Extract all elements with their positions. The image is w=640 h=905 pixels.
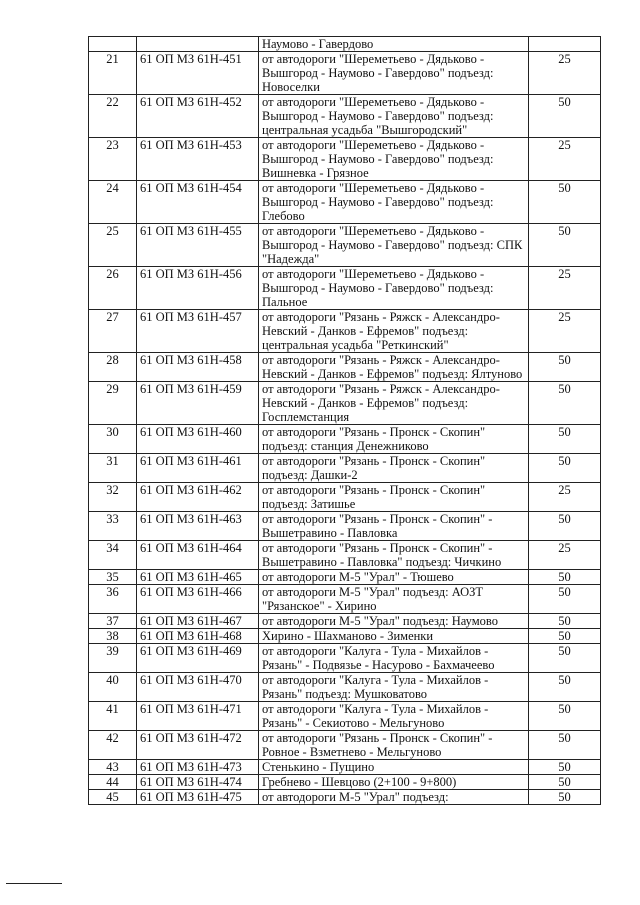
cell-desc: от автодороги "Рязань - Пронск - Скопин" - Ровное - Взметнево - Мельгуново (259, 731, 529, 760)
table-row (89, 181, 601, 224)
cell-desc: Гребнево - Шевцово (2+100 - 9+800) (259, 775, 529, 790)
cell-code: 61 ОП МЗ 61Н-454 (137, 181, 259, 224)
cell-code: 61 ОП МЗ 61Н-471 (137, 702, 259, 731)
cell-desc: от автодороги "Рязань - Пронск - Скопин" подъезд: Дашки-2 (259, 454, 529, 483)
table-row (89, 644, 601, 673)
cell-desc: от автодороги М-5 "Урал" подъезд: (259, 790, 529, 805)
cell-code: 61 ОП МЗ 61Н-465 (137, 570, 259, 585)
cell-num: 45 (89, 790, 137, 805)
cell-desc: от автодороги "Шереметьево - Дядьково - Вышгород - Наумово - Гавердово" подъезд: Глебово (259, 181, 529, 224)
cell-num: 25 (89, 224, 137, 267)
cell-length: 25 (529, 138, 601, 181)
cell-desc: от автодороги "Рязань - Пронск - Скопин" подъезд: Затишье (259, 483, 529, 512)
cell-desc: от автодороги "Калуга - Тула - Михайлов - Рязань" - Секиотово - Мельгуново (259, 702, 529, 731)
cell-code: 61 ОП МЗ 61Н-452 (137, 95, 259, 138)
cell-length: 25 (529, 52, 601, 95)
cell-length: 25 (529, 541, 601, 570)
cell-length: 50 (529, 702, 601, 731)
cell-num: 33 (89, 512, 137, 541)
cell-length: 25 (529, 483, 601, 512)
cell-code: 61 ОП МЗ 61Н-455 (137, 224, 259, 267)
table-row (89, 512, 601, 541)
cell-num: 42 (89, 731, 137, 760)
roads-table (88, 36, 601, 805)
table-row (89, 95, 601, 138)
table-row (89, 731, 601, 760)
cell-num: 26 (89, 267, 137, 310)
cell-num: 28 (89, 353, 137, 382)
cell-code (137, 37, 259, 52)
cell-length: 50 (529, 353, 601, 382)
cell-num: 38 (89, 629, 137, 644)
cell-desc: Хирино - Шахманово - Зименки (259, 629, 529, 644)
table-row (89, 382, 601, 425)
cell-code: 61 ОП МЗ 61Н-475 (137, 790, 259, 805)
table-row (89, 224, 601, 267)
cell-num: 27 (89, 310, 137, 353)
cell-num: 32 (89, 483, 137, 512)
cell-desc: Стенькино - Пущино (259, 760, 529, 775)
cell-code: 61 ОП МЗ 61Н-463 (137, 512, 259, 541)
cell-code: 61 ОП МЗ 61Н-457 (137, 310, 259, 353)
table-row-continuation (89, 37, 601, 52)
cell-num: 30 (89, 425, 137, 454)
cell-code: 61 ОП МЗ 61Н-458 (137, 353, 259, 382)
footnote-separator (6, 883, 62, 884)
cell-length: 50 (529, 775, 601, 790)
table-row (89, 790, 601, 805)
cell-length: 50 (529, 382, 601, 425)
table-row (89, 483, 601, 512)
cell-num: 43 (89, 760, 137, 775)
cell-code: 61 ОП МЗ 61Н-474 (137, 775, 259, 790)
table-row (89, 425, 601, 454)
cell-num: 22 (89, 95, 137, 138)
cell-num: 23 (89, 138, 137, 181)
cell-length: 25 (529, 310, 601, 353)
table-row (89, 629, 601, 644)
cell-num: 37 (89, 614, 137, 629)
cell-num: 36 (89, 585, 137, 614)
cell-length: 50 (529, 570, 601, 585)
cell-desc: от автодороги М-5 "Урал" подъезд: АОЗТ "Рязанское" - Хирино (259, 585, 529, 614)
cell-length: 50 (529, 454, 601, 483)
cell-code: 61 ОП МЗ 61Н-460 (137, 425, 259, 454)
cell-length: 50 (529, 425, 601, 454)
cell-desc: от автодороги "Шереметьево - Дядьково - Вышгород - Наумово - Гавердово" подъезд: Новоселки (259, 52, 529, 95)
table-row (89, 267, 601, 310)
cell-desc: от автодороги "Рязань - Ряжск - Александро-Невский - Данков - Ефремов" подъезд: центральная усадьба "Реткинский" (259, 310, 529, 353)
cell-code: 61 ОП МЗ 61Н-472 (137, 731, 259, 760)
cell-desc: Наумово - Гавердово (259, 37, 529, 52)
cell-code: 61 ОП МЗ 61Н-467 (137, 614, 259, 629)
cell-length: 50 (529, 95, 601, 138)
cell-desc: от автодороги "Рязань - Ряжск - Александро-Невский - Данков - Ефремов" подъезд: Ялтуново (259, 353, 529, 382)
table-row (89, 585, 601, 614)
cell-num: 35 (89, 570, 137, 585)
table-row (89, 775, 601, 790)
cell-desc: от автодороги М-5 "Урал" подъезд: Наумово (259, 614, 529, 629)
cell-desc: от автодороги "Калуга - Тула - Михайлов - Рязань" - Подвязье - Насурово - Бахмачеево (259, 644, 529, 673)
table-row (89, 353, 601, 382)
roads-table-body (89, 37, 601, 805)
cell-length: 50 (529, 760, 601, 775)
cell-code: 61 ОП МЗ 61Н-473 (137, 760, 259, 775)
cell-length: 50 (529, 614, 601, 629)
cell-code: 61 ОП МЗ 61Н-464 (137, 541, 259, 570)
cell-num: 44 (89, 775, 137, 790)
table-row (89, 673, 601, 702)
cell-num: 34 (89, 541, 137, 570)
cell-length: 50 (529, 512, 601, 541)
cell-num (89, 37, 137, 52)
cell-desc: от автодороги "Рязань - Пронск - Скопин" - Вышетравино - Павловка (259, 512, 529, 541)
table-row (89, 702, 601, 731)
cell-length: 50 (529, 673, 601, 702)
cell-desc: от автодороги "Шереметьево - Дядьково - Вышгород - Наумово - Гавердово" подъезд: СПК "Надежда" (259, 224, 529, 267)
table-row (89, 310, 601, 353)
cell-code: 61 ОП МЗ 61Н-453 (137, 138, 259, 181)
table-row (89, 454, 601, 483)
cell-code: 61 ОП МЗ 61Н-459 (137, 382, 259, 425)
table-row (89, 52, 601, 95)
cell-length: 50 (529, 790, 601, 805)
cell-length: 50 (529, 731, 601, 760)
cell-desc: от автодороги "Шереметьево - Дядьково - Вышгород - Наумово - Гавердово" подъезд: Вишневка - Грязное (259, 138, 529, 181)
cell-code: 61 ОП МЗ 61Н-469 (137, 644, 259, 673)
cell-code: 61 ОП МЗ 61Н-456 (137, 267, 259, 310)
cell-code: 61 ОП МЗ 61Н-462 (137, 483, 259, 512)
cell-desc: от автодороги "Шереметьево - Дядьково - Вышгород - Наумово - Гавердово" подъезд: центральная усадьба "Вышгородский" (259, 95, 529, 138)
cell-num: 40 (89, 673, 137, 702)
cell-code: 61 ОП МЗ 61Н-470 (137, 673, 259, 702)
cell-length: 25 (529, 267, 601, 310)
table-row (89, 614, 601, 629)
cell-code: 61 ОП МЗ 61Н-451 (137, 52, 259, 95)
cell-desc: от автодороги "Рязань - Ряжск - Александро-Невский - Данков - Ефремов" подъезд: Госплемстанция (259, 382, 529, 425)
cell-num: 21 (89, 52, 137, 95)
cell-num: 31 (89, 454, 137, 483)
cell-num: 41 (89, 702, 137, 731)
cell-num: 29 (89, 382, 137, 425)
cell-code: 61 ОП МЗ 61Н-461 (137, 454, 259, 483)
table-row (89, 760, 601, 775)
cell-code: 61 ОП МЗ 61Н-468 (137, 629, 259, 644)
cell-length: 50 (529, 585, 601, 614)
cell-num: 39 (89, 644, 137, 673)
cell-code: 61 ОП МЗ 61Н-466 (137, 585, 259, 614)
cell-length: 50 (529, 644, 601, 673)
cell-desc: от автодороги "Шереметьево - Дядьково - Вышгород - Наумово - Гавердово" подъезд: Пальное (259, 267, 529, 310)
cell-desc: от автодороги "Рязань - Пронск - Скопин" - Вышетравино - Павловка" подъезд: Чичкино (259, 541, 529, 570)
table-row (89, 138, 601, 181)
table-row (89, 570, 601, 585)
table-row (89, 541, 601, 570)
cell-length: 50 (529, 629, 601, 644)
cell-desc: от автодороги "Рязань - Пронск - Скопин" подъезд: станция Денежниково (259, 425, 529, 454)
cell-desc: от автодороги "Калуга - Тула - Михайлов - Рязань" подъезд: Мушковатово (259, 673, 529, 702)
cell-length (529, 37, 601, 52)
cell-desc: от автодороги М-5 "Урал" - Тюшево (259, 570, 529, 585)
cell-length: 50 (529, 224, 601, 267)
cell-num: 24 (89, 181, 137, 224)
cell-length: 50 (529, 181, 601, 224)
